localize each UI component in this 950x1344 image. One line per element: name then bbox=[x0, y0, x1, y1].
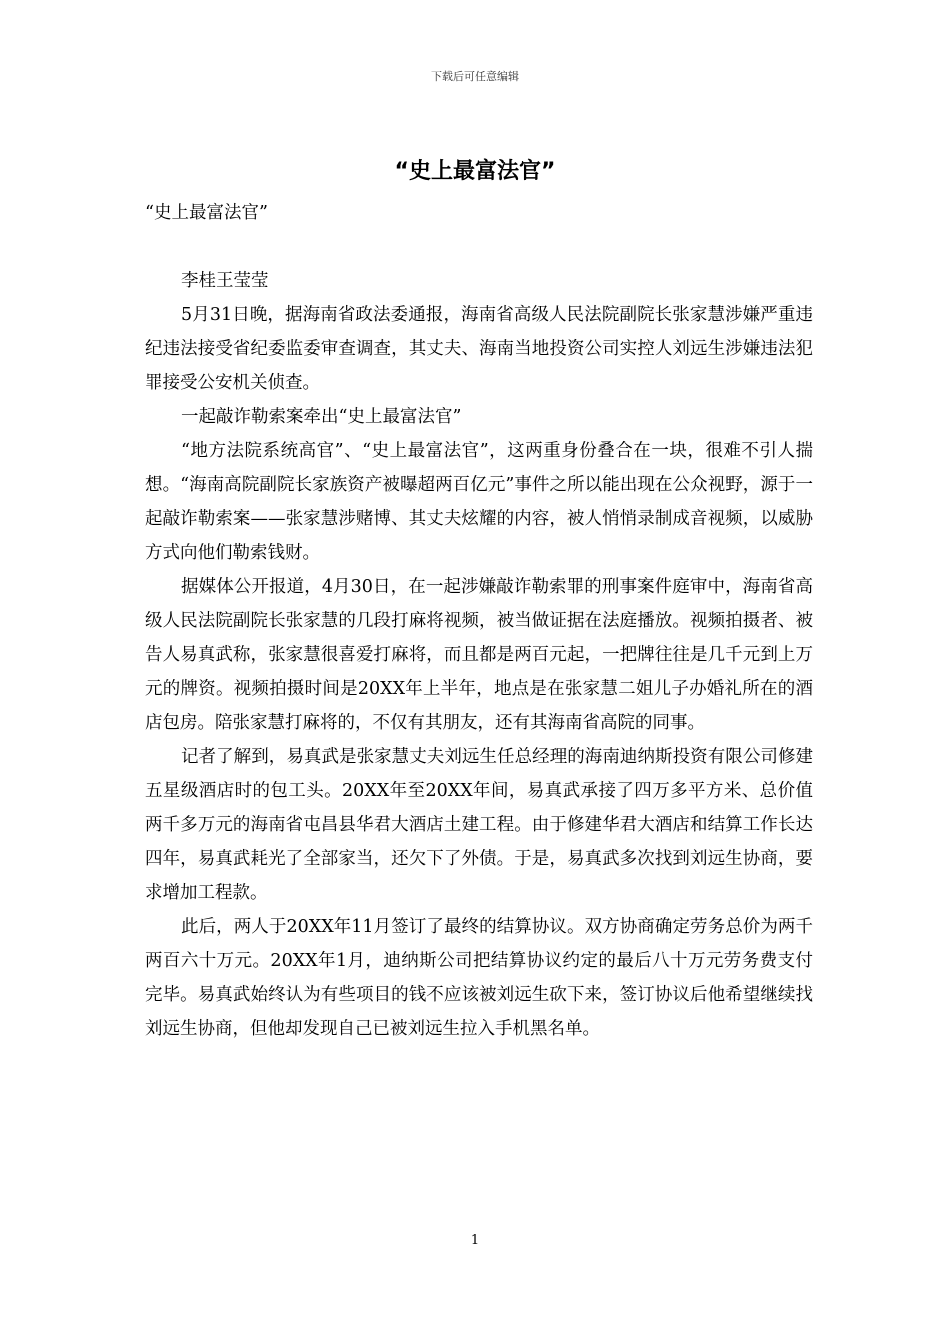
body-paragraph: 此后，两人于20XX年11月签订了最终的结算协议。双方协商确定劳务总价为两千两百六十万元。20XX年1月，迪纳斯公司把结算协议约定的最后八十万元劳务费支付完毕。易真武始终认为有些项目的钱不应该被刘远生砍下来，签订协议后他希望继续找刘远生协商，但他却发现自己已被刘远生拉入手机黑名单。 bbox=[145, 917, 813, 1039]
page-number: 1 bbox=[470, 1233, 480, 1248]
subtitle-paragraph: “史上最富法官” bbox=[145, 203, 268, 223]
document-title: “史上最富法官” bbox=[394, 159, 556, 184]
body-paragraph: 5月31日晚，据海南省政法委通报，海南省高级人民法院副院长张家慧涉嫌严重违纪违法接受省纪委监委审查调查，其丈夫、海南当地投资公司实控人刘远生涉嫌违法犯罪接受公安机关侦查。 bbox=[145, 305, 813, 393]
header-note: 下载后可任意编辑 bbox=[431, 70, 519, 83]
body-paragraph: 据媒体公开报道，4月30日，在一起涉嫌敲诈勒索罪的刑事案件庭审中，海南省高级人民法院副院长张家慧的几段打麻将视频，被当做证据在法庭播放。视频拍摄者、被告人易真武称，张家慧很喜爱打麻将，而且都是两百元起，一把牌往往是几千元到上万元的牌资。视频拍摄时间是20XX年上半年，地点是在张家慧二姐儿子办婚礼所在的酒店包房。陪张家慧打麻将的，不仅有其朋友，还有其海南省高院的同事。 bbox=[145, 577, 813, 733]
body-paragraph: “地方法院系统高官”、“史上最富法官”，这两重身份叠合在一块，很难不引人揣想。“海南高院副院长家族资产被曝超两百亿元”事件之所以能出现在公众视野，源于一起敲诈勒索案——张家慧涉赌博、其丈夫炫耀的内容，被人悄悄录制成音视频，以威胁方式向他们勒索钱财。 bbox=[145, 441, 813, 563]
body-paragraph: 记者了解到，易真武是张家慧丈夫刘远生任总经理的海南迪纳斯投资有限公司修建五星级酒店时的包工头。20XX年至20XX年间，易真武承接了四万多平方米、总价值两千多万元的海南省屯昌县华君大酒店土建工程。由于修建华君大酒店和结算工作长达四年，易真武耗光了全部家当，还欠下了外债。于是，易真武多次找到刘远生协商，要求增加工程款。 bbox=[145, 747, 813, 903]
section-heading: 一起敲诈勒索案牵出“史上最富法官” bbox=[181, 407, 462, 427]
document-body bbox=[145, 196, 813, 1046]
author-line: 李桂王莹莹 bbox=[181, 271, 269, 291]
